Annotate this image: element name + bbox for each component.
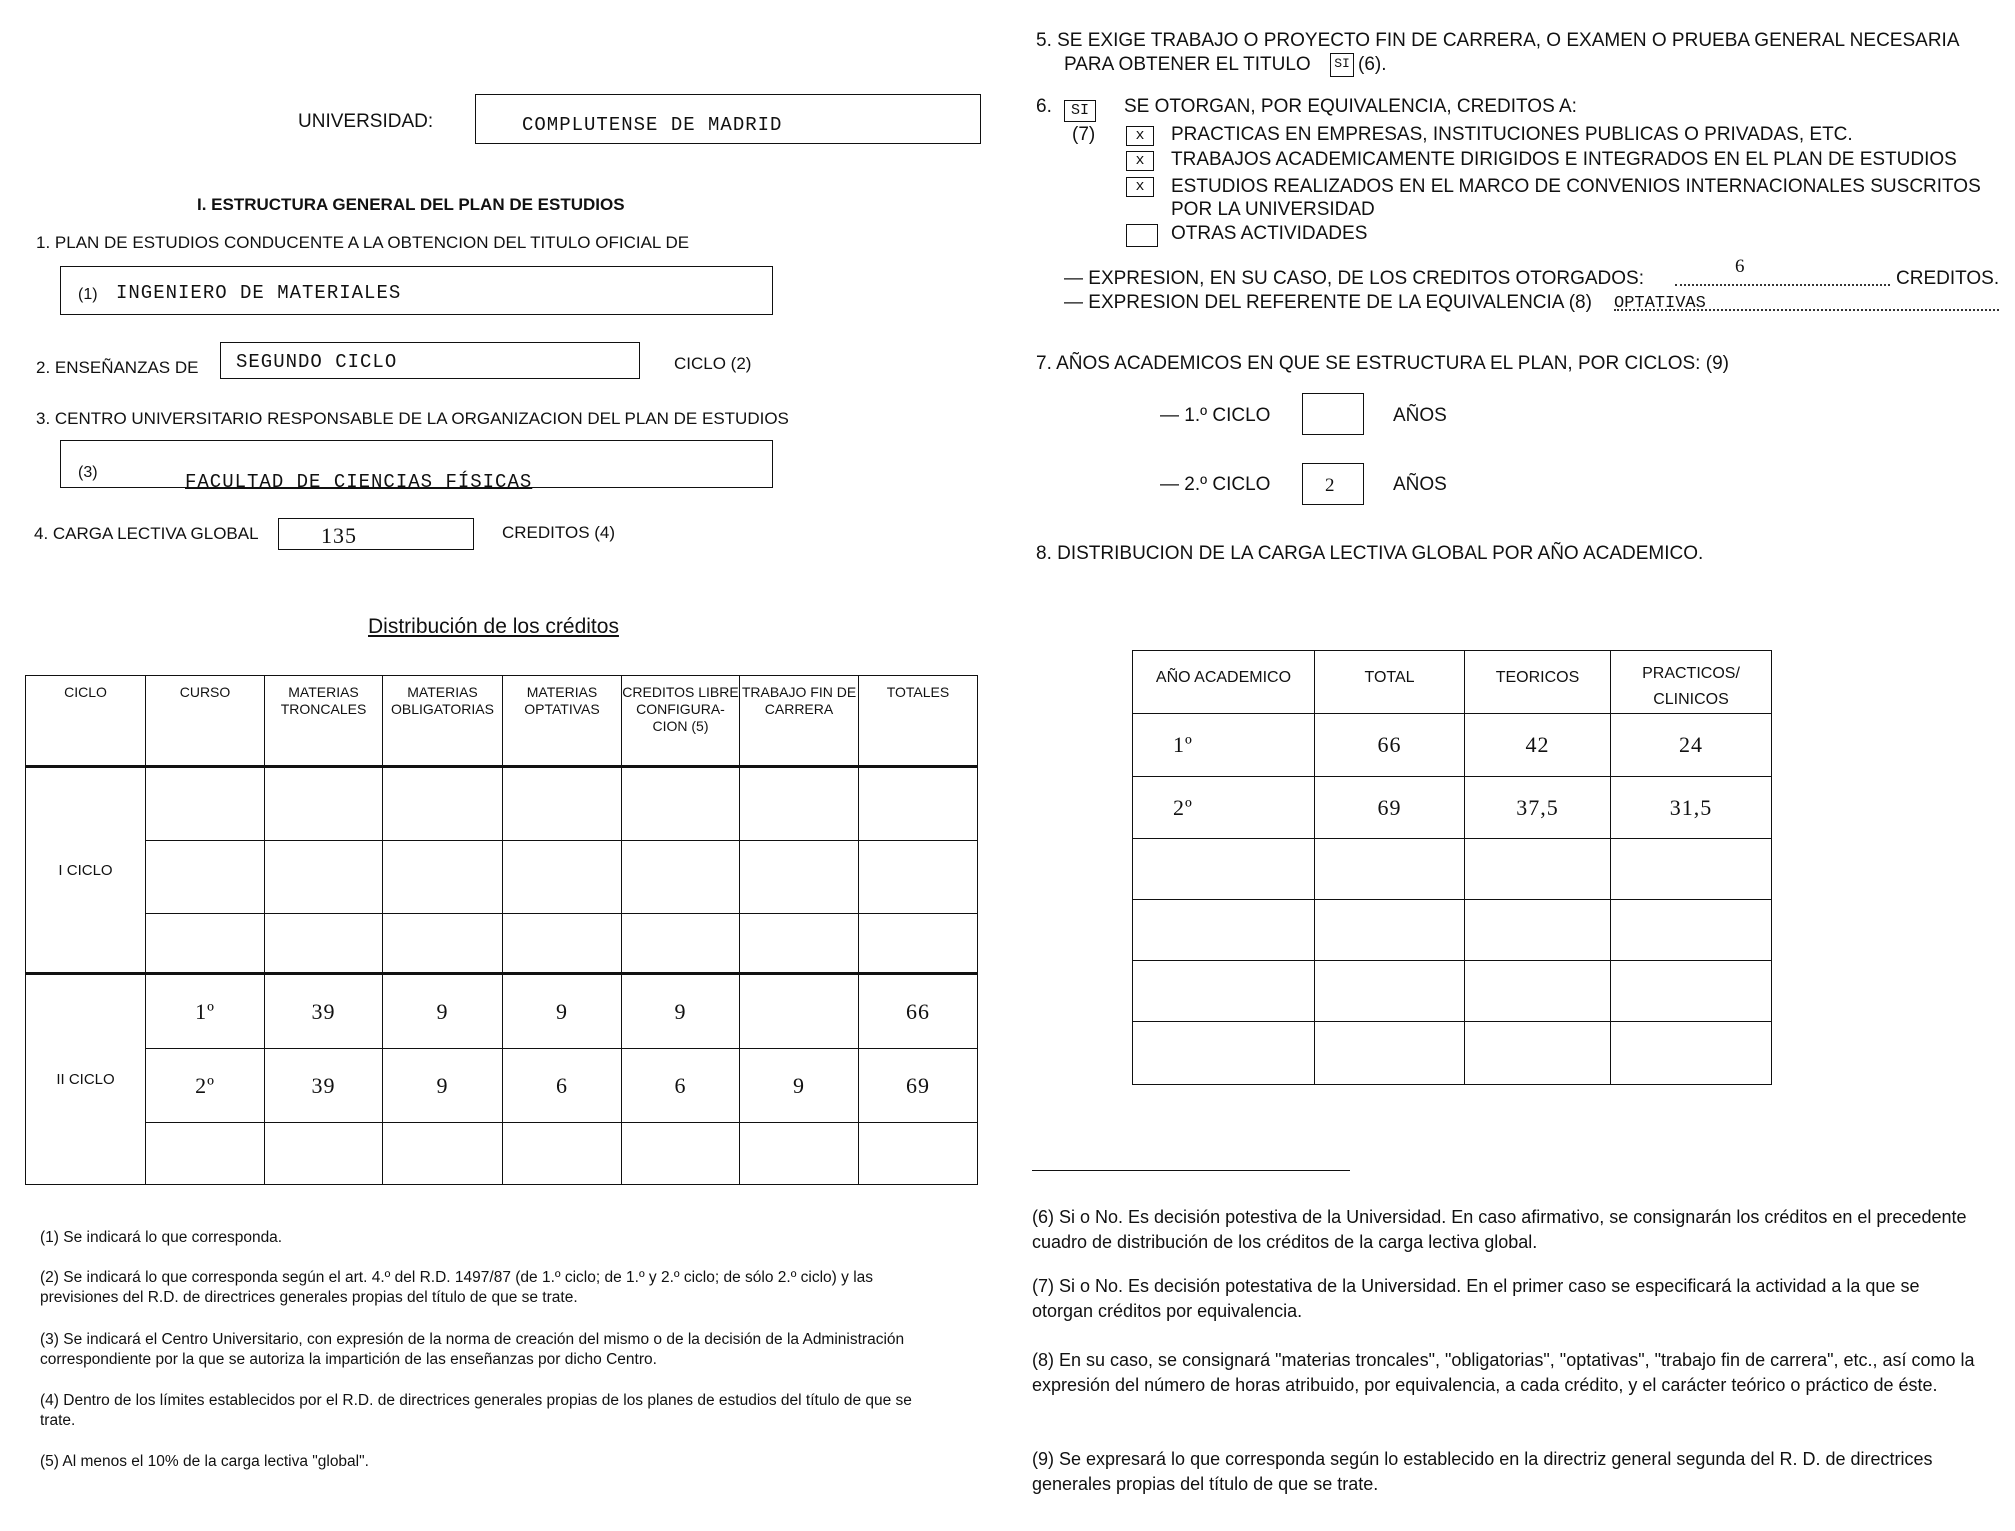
th-troncales: MATERIAS TRONCALES <box>265 676 383 767</box>
table-row <box>1133 839 1772 900</box>
cell-practicos: 24 <box>1611 714 1772 777</box>
cell-libre: 6 <box>622 1049 740 1123</box>
cell-practicos: 31,5 <box>1611 777 1772 839</box>
universidad-label: UNIVERSIDAD: <box>298 111 434 132</box>
item6-num: 6. <box>1036 96 1052 117</box>
item4-suffix: CREDITOS (4) <box>502 523 616 542</box>
check-trabajos[interactable]: x <box>1126 151 1154 171</box>
table-row <box>26 767 978 841</box>
item5-line2b: (6). <box>1358 54 1387 75</box>
item5-line1: 5. SE EXIGE TRABAJO O PROYECTO FIN DE CARRERA, O EXAMEN O PRUEBA GENERAL NECESARIA <box>1036 30 1960 51</box>
carga-anual-table <box>1132 650 1772 1085</box>
ensenanzas-value: SEGUNDO CICLO <box>236 351 398 373</box>
cell-totales: 69 <box>859 1049 978 1123</box>
note-2: (2) Se indicará lo que corresponda según el art. 4.º del R.D. 1497/87 (de 1.º ciclo; de 1.º y 2.º ciclo; de sólo 2.º ciclo) y las previsiones del R.D. de directrices generales propias del título de que se trate. <box>40 1269 874 1306</box>
note-9: (9) Se expresará lo que corresponda según lo establecido en la directriz general segunda del R. D. de directrices generales propias del título de que se trate. <box>1032 1449 1933 1494</box>
table-row <box>26 841 978 914</box>
cell-troncales: 39 <box>265 1049 383 1123</box>
cell-trabajo-fin <box>740 974 859 1049</box>
item1-label: 1. PLAN DE ESTUDIOS CONDUCENTE A LA OBTENCION DEL TITULO OFICIAL DE <box>36 233 690 252</box>
expr1-suffix: CREDITOS. <box>1896 268 2000 289</box>
item5-line2a: PARA OBTENER EL TITULO <box>1064 54 1311 75</box>
ciclo2-years-value: 2 <box>1325 475 1336 496</box>
th-curso: CURSO <box>146 676 265 767</box>
cell-curso: 1º <box>146 974 265 1049</box>
check-estudios-label-2: POR LA UNIVERSIDAD <box>1171 199 1375 220</box>
cell-teoricos: 37,5 <box>1465 777 1611 839</box>
footnote-divider <box>1032 1170 1350 1171</box>
check-practicas[interactable]: x <box>1126 126 1154 146</box>
cell-troncales: 39 <box>265 974 383 1049</box>
check-otras-label: OTRAS ACTIVIDADES <box>1171 223 1368 244</box>
cell-optativas: 9 <box>503 974 622 1049</box>
titulo-ref: (1) <box>78 286 98 303</box>
th-practicos: PRACTICOS/ CLINICOS <box>1611 651 1772 714</box>
th-trabajo-fin: TRABAJO FIN DE CARRERA <box>740 676 859 767</box>
table-row <box>1133 900 1772 961</box>
cell-total: 66 <box>1315 714 1465 777</box>
th-totales: TOTALES <box>859 676 978 767</box>
cell-ano: 1º <box>1133 714 1315 777</box>
ciclo2-years-label: — 2.º CICLO <box>1160 474 1271 495</box>
cell-libre: 9 <box>622 974 740 1049</box>
ciclo2-years-field[interactable] <box>1302 463 1364 505</box>
cell-ano: 2º <box>1133 777 1315 839</box>
centro-ref: (3) <box>78 464 98 481</box>
table-row <box>1133 714 1772 777</box>
note-5: (5) Al menos el 10% de la carga lectiva "global". <box>40 1453 369 1470</box>
centro-value: FACULTAD DE CIENCIAS FÍSICAS <box>185 471 533 493</box>
note-6: (6) Si o No. Es decisión potestiva de la Universidad. En caso afirmativo, se consignarán los créditos en el precedente cuadro de distribución de los créditos de la carga lectiva global. <box>1032 1207 1967 1252</box>
cell-obligatorias: 9 <box>383 974 503 1049</box>
titulo-value: INGENIERO DE MATERIALES <box>116 282 402 304</box>
th-libre-configuracion: CREDITOS LIBRE CONFIGURA-CION (5) <box>622 676 740 767</box>
note-8: (8) En su caso, se consignará "materias troncales", "obligatorias", "optativas", "trabajo fin de carrera", etc., así como la expresión del número de horas atribuido, por equivalencia, a cada crédito, y el carácter teórico o práctico de éste. <box>1032 1350 1975 1395</box>
carga-field[interactable] <box>278 518 474 550</box>
cell-trabajo-fin: 9 <box>740 1049 859 1123</box>
ciclo1-label: I CICLO <box>26 767 146 974</box>
table-row <box>26 1123 978 1185</box>
distribucion-title: Distribución de los créditos <box>368 615 619 638</box>
cell-optativas: 6 <box>503 1049 622 1123</box>
table-row <box>1133 777 1772 839</box>
ciclo1-years-label: — 1.º CICLO <box>1160 405 1271 426</box>
check-practicas-label: PRACTICAS EN EMPRESAS, INSTITUCIONES PUBLICAS O PRIVADAS, ETC. <box>1171 124 1853 145</box>
check-estudios[interactable]: x <box>1126 177 1154 197</box>
table-row <box>1133 1022 1772 1085</box>
item6-ref: (7) <box>1072 124 1096 145</box>
section-title: I. ESTRUCTURA GENERAL DEL PLAN DE ESTUDIOS <box>197 195 625 214</box>
trabajo-fin-checkbox[interactable]: SI <box>1330 53 1354 77</box>
item6-title: SE OTORGAN, POR EQUIVALENCIA, CREDITOS A: <box>1124 96 1577 117</box>
note-1: (1) Se indicará lo que corresponda. <box>40 1229 283 1246</box>
item7-label: 7. AÑOS ACADEMICOS EN QUE SE ESTRUCTURA EL PLAN, POR CICLOS: (9) <box>1036 353 1729 374</box>
cell-teoricos: 42 <box>1465 714 1611 777</box>
ciclo2-anos: AÑOS <box>1393 474 1447 495</box>
item4-label: 4. CARGA LECTIVA GLOBAL <box>34 524 259 543</box>
cell-totales: 66 <box>859 974 978 1049</box>
check-trabajos-label: TRABAJOS ACADEMICAMENTE DIRIGIDOS E INTEGRADOS EN EL PLAN DE ESTUDIOS <box>1171 149 1957 170</box>
item8-label: 8. DISTRIBUCION DE LA CARGA LECTIVA GLOBAL POR AÑO ACADEMICO. <box>1036 543 1704 564</box>
table-row <box>26 974 978 1049</box>
cell-total: 69 <box>1315 777 1465 839</box>
item2-suffix: CICLO (2) <box>674 354 752 373</box>
note-7: (7) Si o No. Es decisión potestativa de la Universidad. En el primer caso se especificará la actividad a la que se otorgan créditos por equivalencia. <box>1032 1276 1920 1321</box>
th-teoricos: TEORICOS <box>1465 651 1611 714</box>
th-optativas: MATERIAS OPTATIVAS <box>503 676 622 767</box>
expr2-label: — EXPRESION DEL REFERENTE DE LA EQUIVALENCIA (8) <box>1064 292 1592 313</box>
cell-curso: 2º <box>146 1049 265 1123</box>
th-ano-academico: AÑO ACADEMICO <box>1133 651 1315 714</box>
centro-field[interactable] <box>60 440 773 493</box>
creditos-table <box>25 675 978 1185</box>
expr1-label: — EXPRESION, EN SU CASO, DE LOS CREDITOS OTORGADOS: <box>1064 268 1644 289</box>
table-row <box>26 1049 978 1123</box>
ciclo1-anos: AÑOS <box>1393 405 1447 426</box>
check-estudios-label: ESTUDIOS REALIZADOS EN EL MARCO DE CONVENIOS INTERNACIONALES SUSCRITOS <box>1171 176 1981 197</box>
table-row <box>1133 961 1772 1022</box>
th-ciclo: CICLO <box>26 676 146 767</box>
titulo-field[interactable] <box>60 266 773 315</box>
check-otras[interactable] <box>1126 224 1158 247</box>
expr2-value: OPTATIVAS <box>1614 294 1706 313</box>
ensenanzas-field[interactable] <box>220 342 640 379</box>
equivalencia-checkbox[interactable]: SI <box>1064 100 1096 122</box>
table-row <box>26 914 978 974</box>
note-3: (3) Se indicará el Centro Universitario, con expresión de la norma de creación del mismo o de la decisión de la Administración correspondiente por la que se autoriza la impartición de las enseñanzas por dicho Centro. <box>40 1331 905 1368</box>
note-4: (4) Dentro de los límites establecidos por el R.D. de directrices generales propias de los planes de estudios del título de que se trate. <box>40 1392 912 1429</box>
th-obligatorias: MATERIAS OBLIGATORIAS <box>383 676 503 767</box>
ciclo2-label: II CICLO <box>26 974 146 1185</box>
universidad-value: COMPLUTENSE DE MADRID <box>522 114 783 136</box>
expr1-value: 6 <box>1735 256 1746 277</box>
th-total: TOTAL <box>1315 651 1465 714</box>
ciclo1-years-field[interactable] <box>1302 393 1364 435</box>
item3-label: 3. CENTRO UNIVERSITARIO RESPONSABLE DE LA ORGANIZACION DEL PLAN DE ESTUDIOS <box>36 409 789 428</box>
item2-label: 2. ENSEÑANZAS DE <box>36 358 199 377</box>
universidad-field[interactable] <box>475 94 981 144</box>
carga-value: 135 <box>321 523 357 548</box>
cell-obligatorias: 9 <box>383 1049 503 1123</box>
